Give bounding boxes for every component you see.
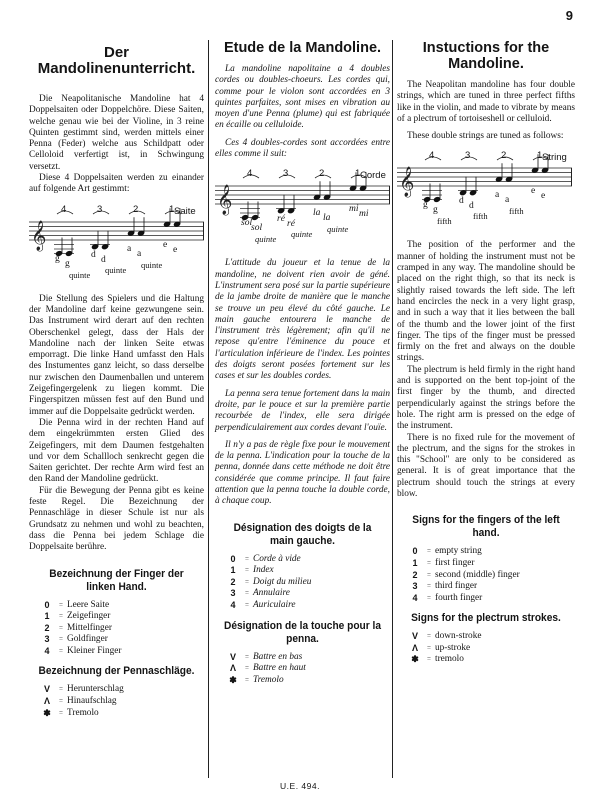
note-name: g	[433, 205, 438, 216]
sign-meaning: Tremolo	[67, 707, 99, 718]
interval-label: fifth	[473, 211, 488, 222]
column-divider	[208, 40, 209, 778]
sign-meaning: Battre en bas	[253, 651, 303, 662]
interval-label: quinte	[141, 259, 163, 270]
string-number: 2	[319, 168, 325, 180]
stroke-sign-item	[225, 675, 390, 687]
sign-symbol: V	[411, 631, 418, 642]
french-column	[215, 40, 390, 686]
staff-label: Saite	[174, 205, 196, 217]
string-number: 3	[465, 150, 471, 162]
string-number: 2	[133, 203, 139, 215]
finger-sign-item	[225, 565, 390, 577]
sign-meaning: Zeigefinger	[67, 611, 111, 622]
sign-symbol: 4	[44, 645, 50, 656]
sign-meaning: up-stroke	[435, 642, 471, 653]
fingers-list	[397, 546, 575, 604]
equals-sign: =	[427, 558, 431, 567]
equals-sign: =	[59, 635, 63, 644]
equals-sign: =	[59, 600, 63, 609]
sign-meaning: Doigt du milieu	[253, 576, 312, 587]
intro-paragraph: La mandoline napolitaine a 4 doubles cordes ou doubles-choeurs. Les cordes qui, comme pour le violon sont accordées en 3 quintes parfaites, sont mises en vibration au moyen d'une Penna (plume) qui est fabriquée en écaille ou celluloide.	[215, 64, 390, 131]
penna-paragraph: Die Penna wird in der rechten Hand auf dem eingekrümmten ersten Glied des Zeigefingers, mit dem Daumen festgehalten und vor dem Schallloch senkrecht gegen die Saiten gerichtet. Der rechte Arm wird fest an den Rand der Mandoline gedrückt.	[29, 417, 204, 485]
note-name: mi	[349, 204, 359, 215]
note-name: sol	[241, 218, 253, 229]
stroke-rule-paragraph: Für die Bewegung der Penna gibt es keine feste Regel. Die Bezeichnung der Pennaschläge in dieser Schule ist nur als Grundsatz zu nehmen und wohl zu beachten, dass die Penna bei jedem Schlage die Doppelsaite berühre.	[29, 485, 204, 553]
sign-symbol: ✽	[229, 674, 237, 685]
sign-meaning: empty string	[435, 546, 482, 557]
finger-sign-item	[39, 634, 204, 646]
sign-symbol: 2	[412, 569, 418, 580]
sign-symbol: 1	[412, 557, 418, 568]
interval-label: fifth	[437, 216, 452, 227]
finger-sign-item	[39, 646, 204, 658]
equals-sign: =	[245, 589, 249, 598]
stroke-sign-item	[407, 631, 575, 643]
string-number: 4	[61, 203, 67, 215]
stroke-sign-item	[39, 696, 204, 708]
equals-sign: =	[427, 593, 431, 602]
finger-sign-item	[407, 558, 575, 570]
sign-meaning: down-stroke	[435, 631, 482, 642]
sign-meaning: Battre en haut	[253, 663, 306, 674]
note-name: ré	[287, 219, 295, 230]
stroke-rule-paragraph: Il n'y a pas de règle fixe pour le mouvement de la penna. L'indication pour la touche de la penna, donnée dans cette méthode ne doit être considérée que comme principe. Il faut faire attention que la penna touche la double corde, à chaque coup.	[215, 439, 390, 507]
intro-paragraph: Die Neapolitanische Mandoline hat 4 Doppelsaiten oder Doppelchöre. Diese Saiten, welche genau wie bei der Violine, in 3 reine Quinten gestimmt sind, werden mittels einer Penna (Feder) welche aus Schildpatt oder Celloloid verfertigt ist, in Schwingung versetzt.	[29, 94, 204, 172]
equals-sign: =	[59, 612, 63, 621]
strokes-heading: Signs for the plectrum strokes.	[411, 612, 561, 625]
sign-symbol: 4	[230, 599, 236, 610]
column-title: Instuctions for the Mandoline.	[422, 40, 550, 72]
note-name: d	[469, 201, 474, 212]
note-name: a	[505, 195, 510, 206]
note-name: d	[91, 249, 96, 260]
penna-paragraph: La penna sera tenue fortement dans la main droite, par le pouce et sur la première partie recourbée de l'index, elle sera dirigée perpendiculairement aux cordes devant l'ouïe.	[215, 388, 390, 433]
note-name: g	[65, 258, 70, 269]
sign-meaning: Herunterschlag	[67, 684, 124, 695]
interval-label: quinte	[69, 269, 91, 280]
sign-symbol: Λ	[411, 642, 418, 653]
equals-sign: =	[245, 566, 249, 575]
equals-sign: =	[427, 570, 431, 579]
posture-paragraph: L'attitude du joueur et la tenue de la mandoline, ne doivent rien avoir de géné. L'instrument sera posé sur la partie supérieure de la jambe droite de manière que le manche se trouve un peu élevé du côté gauche. Le main gauche entourera le manche de l'instrument très légèrement; afin qu'il ne repose qu'entre l'éminence du pouce et l'articulation inférieure de l'index. Les pointes des doigts seront posées fortement sur les cases et sur les doubles cordes.	[215, 258, 390, 382]
sign-meaning: Leere Saite	[67, 599, 110, 610]
treble-clef-icon: 𝄞	[399, 167, 415, 198]
string-number: 1	[355, 168, 361, 180]
stroke-sign-item	[225, 652, 390, 664]
finger-sign-item	[39, 600, 204, 612]
equals-sign: =	[427, 643, 431, 652]
sign-meaning: Annulaire	[253, 588, 290, 599]
sign-meaning: Kleiner Finger	[67, 645, 122, 656]
finger-sign-item	[407, 570, 575, 582]
sign-symbol: Λ	[229, 663, 236, 674]
treble-clef-icon: 𝄞	[31, 220, 47, 251]
sign-symbol: 0	[44, 599, 50, 610]
tuning-intro-paragraph: Ces 4 doubles-cordes sont accordées entre elles comme il suit:	[215, 137, 390, 160]
equals-sign: =	[245, 664, 249, 673]
equals-sign: =	[59, 623, 63, 632]
equals-sign: =	[427, 655, 431, 664]
equals-sign: =	[427, 632, 431, 641]
strokes-list	[215, 652, 390, 687]
sign-symbol: ✽	[43, 707, 51, 718]
note-name: la	[313, 208, 321, 219]
equals-sign: =	[427, 582, 431, 591]
note-name: a	[495, 190, 500, 201]
finger-sign-item	[407, 593, 575, 605]
sign-symbol: V	[229, 651, 236, 662]
tuning-intro-paragraph: Diese 4 Doppelsaiten werden zu einander auf folgende Art gestimmt:	[29, 173, 204, 195]
stroke-sign-item	[407, 654, 575, 666]
interval-label: quinte	[327, 224, 349, 235]
equals-sign: =	[245, 577, 249, 586]
note-name: e	[531, 186, 536, 197]
equals-sign: =	[245, 554, 249, 563]
sign-symbol: 0	[230, 553, 236, 564]
note-name: e	[541, 191, 546, 202]
note-name: g	[55, 253, 60, 264]
finger-sign-item	[225, 577, 390, 589]
string-number: 1	[537, 150, 543, 162]
sign-symbol: 3	[230, 588, 236, 599]
finger-sign-item	[225, 554, 390, 566]
finger-sign-item	[407, 581, 575, 593]
interval-label: quinte	[291, 229, 313, 240]
penna-paragraph: The plectrum is held firmly in the right hand and is supported on the bent top-joint of the first finger by the thumb, and directed perpendicularly against the strings before the hole. The right arm is pressed on the edge of the instrument.	[397, 364, 575, 432]
staff-label: Corde	[360, 170, 386, 182]
string-number: 2	[501, 150, 507, 162]
sign-symbol: 1	[44, 611, 50, 622]
equals-sign: =	[427, 547, 431, 556]
sign-meaning: Tremolo	[253, 674, 284, 685]
strokes-list	[29, 684, 204, 719]
finger-sign-item	[39, 611, 204, 623]
strokes-heading: Désignation de la touche pour la penna.	[223, 619, 382, 645]
stroke-sign-item	[225, 663, 390, 675]
fingers-heading: Désignation des doigts de la main gauche.	[233, 521, 372, 547]
sign-meaning: Auriculaire	[253, 599, 296, 610]
stroke-sign-item	[39, 708, 204, 720]
stroke-rule-paragraph: There is no fixed rule for the movement of the plectrum, and the signs for the strokes in this "School" are only to be considered as general. It is of great importance that the plectrum should touch the strings at every blow.	[397, 432, 575, 500]
tuning-intro-paragraph: These double strings are tuned as follows:	[407, 131, 564, 142]
sign-meaning: Hinaufschlag	[67, 696, 117, 707]
note-name: d	[459, 196, 464, 207]
column-title: Etude de la Mandoline.	[223, 40, 382, 56]
fingers-heading: Signs for the fingers of the left hand.	[412, 514, 560, 540]
interval-label: fifth	[509, 206, 524, 217]
finger-sign-item	[225, 588, 390, 600]
strokes-heading: Bezeichnung der Pennaschläge.	[38, 665, 195, 678]
page-number: 9	[565, 8, 573, 23]
fingers-heading: Bezeichnung der Finger der linken Hand.	[49, 567, 184, 593]
interval-label: quinte	[105, 264, 127, 275]
finger-sign-item	[39, 623, 204, 635]
string-number: 4	[429, 150, 435, 162]
equals-sign: =	[245, 675, 249, 684]
note-name: d	[101, 254, 106, 265]
german-column	[29, 40, 204, 719]
note-name: sol	[251, 223, 263, 234]
sign-meaning: third finger	[435, 581, 478, 592]
finger-sign-item	[225, 600, 390, 612]
edition-code: U.E. 494.	[280, 781, 320, 791]
equals-sign: =	[59, 697, 63, 706]
fingers-list	[215, 554, 390, 612]
sign-meaning: Corde à vide	[253, 553, 301, 564]
sign-symbol: V	[43, 684, 50, 695]
string-number: 4	[247, 168, 253, 180]
note-name: e	[163, 239, 168, 250]
staff-label: String	[542, 152, 567, 164]
treble-clef-icon: 𝄞	[217, 185, 233, 216]
posture-paragraph: Die Stellung des Spielers und die Haltung der Mandoline darf keine gezwungene sein. Das Instrument wird derart auf den rechten Oberschenkel gelegt, dass der Hals der Mandoline nach der linken Seite etwas emporragt. Die linke Hand umfasst den Hals des Instumentes ganz leicht, so dass derselbe nur zwischen den Daumenballen und unterem Zeigefingergelenk zu liegen kommt. Die Fingerspitzen müssen fest auf den Bund und immer auf die Doppelsaite gedrückt werden.	[29, 293, 204, 417]
fingers-list	[29, 600, 204, 658]
sign-symbol: 3	[44, 634, 50, 645]
sign-symbol: ✽	[411, 654, 419, 665]
sign-meaning: Index	[253, 565, 274, 576]
note-name: la	[323, 213, 331, 224]
string-number: 3	[283, 168, 289, 180]
note-name: mi	[359, 209, 369, 220]
intro-paragraph: The Neapolitan mandoline has four double strings, which are tuned in three perfect fifths like in the violin, and made to vibrate by means of a plectrum of tortoiseshell or celluloid.	[397, 80, 575, 124]
string-number: 1	[169, 203, 175, 215]
finger-sign-item	[407, 546, 575, 558]
sign-meaning: tremolo	[435, 654, 464, 665]
sign-meaning: first finger	[435, 557, 475, 568]
note-name: a	[127, 243, 132, 254]
string-number: 3	[97, 203, 103, 215]
tuning-staff	[29, 202, 204, 286]
column-divider	[392, 40, 393, 778]
tuning-staff	[397, 148, 575, 232]
column-title: Der Mandolinenunterricht.	[37, 44, 196, 77]
equals-sign: =	[245, 652, 249, 661]
sign-symbol: 1	[230, 565, 236, 576]
sign-meaning: Goldfinger	[67, 634, 108, 645]
sign-symbol: 2	[230, 576, 236, 587]
stroke-sign-item	[407, 643, 575, 655]
note-name: ré	[277, 214, 285, 225]
tuning-staff	[215, 166, 390, 250]
equals-sign: =	[59, 708, 63, 717]
sign-symbol: Λ	[43, 696, 50, 707]
strokes-list	[397, 631, 575, 666]
note-name: g	[423, 200, 428, 211]
note-name: a	[137, 248, 142, 259]
equals-sign: =	[59, 685, 63, 694]
note-name: e	[173, 244, 178, 255]
sign-symbol: 3	[412, 581, 418, 592]
equals-sign: =	[245, 600, 249, 609]
sign-symbol: 4	[412, 592, 418, 603]
sign-meaning: fourth finger	[435, 592, 483, 603]
posture-paragraph: The position of the performer and the manner of holding the instrument must not be cramped in any way. The mandoline should be placed on the right thigh, so that its neck is slightly raised towards the left side. The left hand encircles the neck in a very light grasp, and in such a way that it lies between the ball of the thumb and the lower joint of the first finger. The tips of the finger must be pressed firmly on the fret and always on the double strings.	[397, 240, 575, 364]
equals-sign: =	[59, 646, 63, 655]
interval-label: quinte	[255, 234, 277, 245]
sign-symbol: 0	[412, 546, 418, 557]
stroke-sign-item	[39, 684, 204, 696]
sign-meaning: Mittelfinger	[67, 622, 112, 633]
sign-symbol: 2	[44, 622, 50, 633]
english-column	[397, 40, 575, 666]
sign-meaning: second (middle) finger	[435, 569, 520, 580]
